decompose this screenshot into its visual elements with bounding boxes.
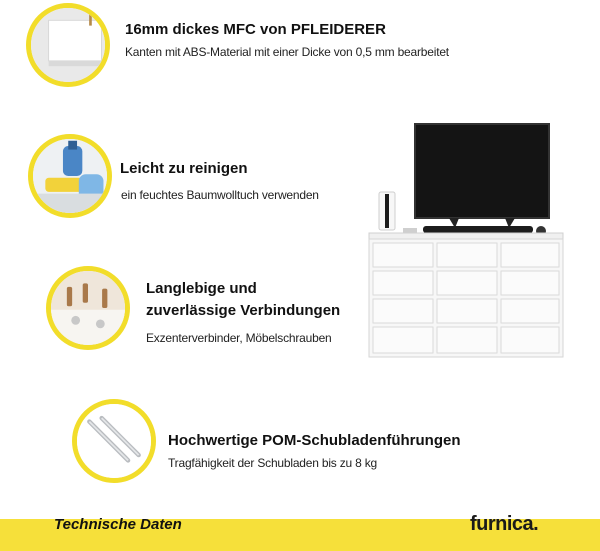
product-image-sideboard — [365, 120, 565, 360]
feature-image-cleaning — [28, 134, 112, 218]
feature-title-material: 16mm dickes MFC von PFLEIDERER — [125, 21, 386, 38]
footer-tech-data-label: Technische Daten — [54, 516, 182, 533]
feature-title-runners: Hochwertige POM-Schubladenführungen — [168, 432, 461, 449]
feature-desc-connectors: Exzenterverbinder, Möbelschrauben — [146, 331, 332, 345]
feature-desc-runners: Tragfähigkeit der Schubladen bis zu 8 kg — [168, 456, 378, 470]
board-edge-icon — [31, 8, 105, 82]
feature-image-connectors — [46, 266, 130, 350]
drawer-runners-icon — [77, 404, 151, 478]
connectors-icon — [51, 271, 125, 345]
feature-title-connectors-line2: zuverlässige Verbindungen — [146, 302, 341, 319]
feature-title-cleaning: Leicht zu reinigen — [120, 160, 248, 177]
feature-desc-cleaning: ein feuchtes Baumwolltuch verwenden — [121, 188, 319, 202]
feature-image-runners — [72, 399, 156, 483]
feature-desc-material: Kanten mit ABS-Material mit einer Dicke von 0,5 mm bearbeitet — [125, 45, 449, 59]
feature-image-board — [26, 3, 110, 87]
brand-logo: furnica. — [470, 513, 539, 535]
feature-title-connectors-line1: Langlebige und — [146, 280, 257, 297]
cleaning-spray-icon — [33, 139, 107, 213]
